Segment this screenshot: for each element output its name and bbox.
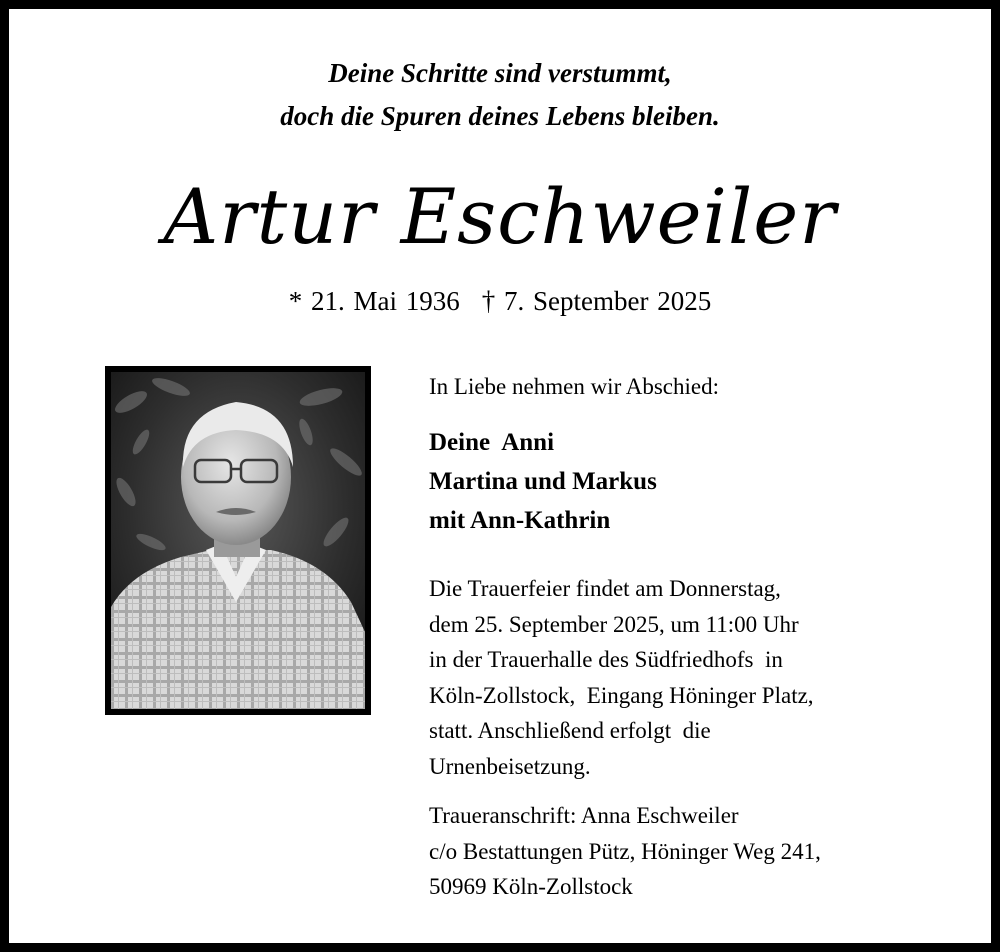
family-names [429,423,989,540]
life-dates [9,281,991,321]
quote-line-2: doch die Spuren deines Lebens bleiben. [280,101,720,131]
family-line: Deine Anni [429,429,555,456]
notice-text [429,369,989,905]
portrait-photo [105,366,371,715]
ceremony-line: Urnenbeisetzung. [429,753,591,779]
deceased-name: Artur Eschweiler [163,172,837,261]
memorial-quote [9,52,991,138]
ceremony-details [429,571,989,784]
ceremony-line: dem 25. September 2025, um 11:00 Uhr [429,611,799,637]
family-line: Martina und Markus [429,468,657,495]
death-date: † 7. September 2025 [481,286,712,316]
ceremony-line: Köln-Zollstock, Eingang Höninger Platz, [429,682,814,708]
address-line: Traueranschrift: Anna Eschweiler [429,803,739,828]
ceremony-line: statt. Anschließend erfolgt die [429,718,711,743]
address-line: c/o Bestattungen Pütz, Höninger Weg 241, [429,838,821,864]
address-line: 50969 Köln-Zollstock [429,874,633,899]
ceremony-line: in der Trauerhalle des Südfriedhofs in [429,647,783,672]
portrait-image [111,372,365,709]
farewell-intro: In Liebe nehmen wir Abschied: [429,374,719,399]
mourning-address [429,798,989,905]
quote-line-1: Deine Schritte sind verstummt, [328,58,672,88]
birth-date: * 21. Mai 1936 [288,286,460,316]
family-line: mit Ann-Kathrin [429,507,611,534]
ceremony-line: Die Trauerfeier findet am Donnerstag, [429,576,781,601]
